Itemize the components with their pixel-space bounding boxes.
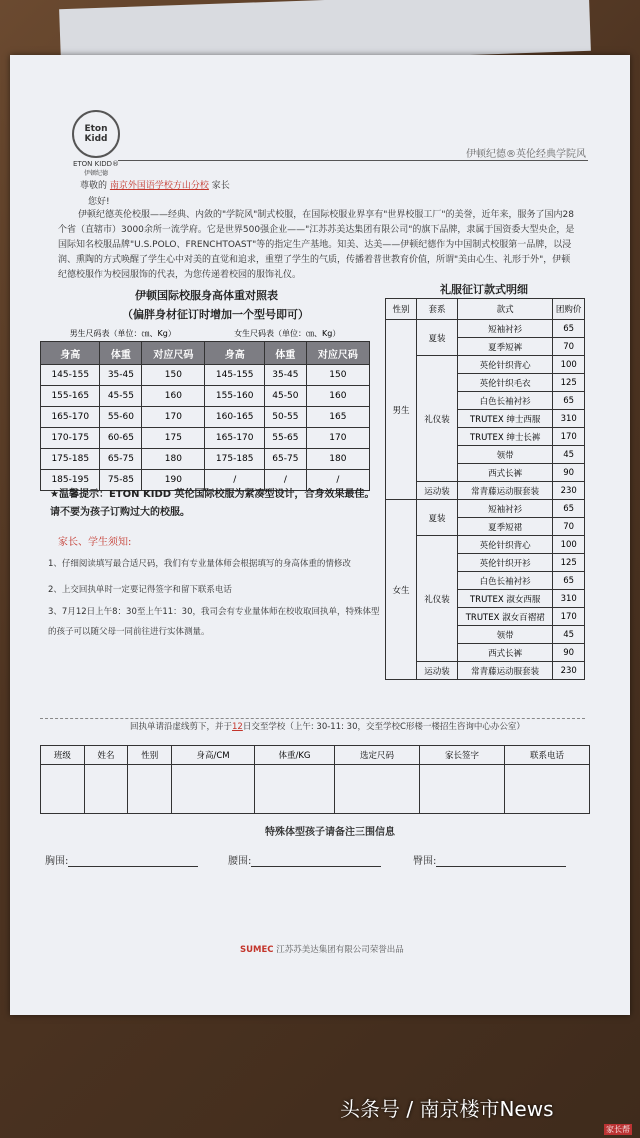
table-row: TRUTEX 淑女西服 310 — [386, 590, 585, 608]
table-row: 165-170 55-60 170 160-165 50-55 165 — [41, 407, 370, 428]
notice-item-2: 2、上交回执单时一定要记得签字和留下联系电话 — [48, 585, 232, 595]
warm-tip: ★温馨提示：ETON KIDD 英伦国际校服为紧凑型设计，合身效果最佳。请不要为孩子订购过大的校服。 — [50, 489, 375, 518]
gender-male: 男生 — [386, 320, 417, 500]
cut-line — [40, 718, 585, 719]
table-row: 运动装 常青藤运动服套装 230 — [386, 662, 585, 680]
header-size: 选定尺码 — [335, 746, 420, 765]
series-formal: 礼仪装 — [417, 356, 458, 482]
table-row: 170-175 60-65 175 165-170 55-65 170 — [41, 428, 370, 449]
header-tagline: 伊顿纪德®英伦经典学院风 — [466, 149, 586, 160]
detail-table — [385, 298, 585, 680]
series-summer: 夏装 — [417, 320, 458, 356]
table-row: TRUTEX 绅士西服 310 — [386, 410, 585, 428]
gender-female: 女生 — [386, 500, 417, 680]
sumec-logo: SUMEC — [240, 945, 274, 955]
eton-kidd-logo — [66, 110, 126, 177]
table-row: 西式长裤 90 — [386, 644, 585, 662]
header-height: 身高/CM — [172, 746, 255, 765]
special-title: 特殊体型孩子请备注三围信息 — [265, 827, 395, 838]
hello: 您好! — [88, 197, 110, 207]
size-chart-table — [40, 325, 370, 491]
header-gender: 性别 — [128, 746, 172, 765]
table-row: 西式长裤 90 — [386, 464, 585, 482]
table-row: 英伦针织开衫 125 — [386, 554, 585, 572]
header-class: 班级 — [41, 746, 85, 765]
table-row: 礼仪装 英伦针织背心 100 — [386, 356, 585, 374]
greeting-line: 尊敬的 南京外国语学校方山分校 家长 — [80, 181, 230, 191]
header-series: 套系 — [417, 299, 458, 320]
return-instructions: 回执单请沿虚线剪下，并于12日交至学校（上午: 30-11: 30，交至学校C形楼一楼招生咨询中心办公室） — [130, 722, 525, 732]
table-row: 男生 夏装 短袖衬衫 65 — [386, 320, 585, 338]
return-day: 12 — [232, 722, 243, 732]
watermark-small: 家长帮 — [606, 1125, 630, 1134]
table-row: 夏季短裙 70 — [386, 518, 585, 536]
table-row: 运动装 常青藤运动服套装 230 — [386, 482, 585, 500]
size-chart-subtitle: （偏胖身材征订时增加一个型号即可） — [122, 308, 309, 321]
notice-item-3: 3、7月12日上午8：30至上午11：30，我司会有专业量体师在校收取回执单，特殊体型的孩子可以随父母一同前往进行实体测量。 — [48, 607, 380, 637]
waist-field: 腰围: — [228, 852, 381, 867]
header-name: 姓名 — [84, 746, 128, 765]
header-phone: 联系电话 — [504, 746, 589, 765]
table-row: TRUTEX 淑女百褶裙 170 — [386, 608, 585, 626]
table-row: 白色长袖衬衫 65 — [386, 572, 585, 590]
return-form-table — [40, 745, 590, 814]
table-row: TRUTEX 绅士长裤 170 — [386, 428, 585, 446]
notice-item-1: 1、仔细阅读填写最合适尺码，我们有专业量体师会根据填写的身高体重的情修改 — [48, 559, 351, 569]
header-weight: 体重 — [100, 342, 142, 365]
table-row: 英伦针织毛衣 125 — [386, 374, 585, 392]
header-gender: 性别 — [386, 299, 417, 320]
series-sport: 运动装 — [417, 482, 458, 500]
letter-body: 伊顿纪德英伦校服——经典、内敛的"学院风"制式校服，在国际校服业界享有"世界校服工厂"的美誉，近年来，服务了国内28个省（直辖市）3000余所一流学府。它是世界500强企业——"江苏苏美达集团有限公司"的旗下品牌，隶属于国资委大型央企，是国际知名校服品牌"U.S.POLO、FRENCHTOAST"等的指定生产基地。知美、达美——伊顿纪德作为中国制式校服第一品牌，以浸润、熏陶的方式唤醒了学生心中对美的直觉和追求，重塑了学生的气质，传播着普世教育价值，所谓"美由心生、礼形于外"，伊顿纪德校服作为校园服饰的代表，为您传递着校园的服饰礼仪。 — [58, 210, 575, 280]
crest-icon: Eton Kidd — [72, 110, 120, 158]
header-price: 团购价 — [553, 299, 585, 320]
table-row: 礼仪装 英伦针织背心 100 — [386, 536, 585, 554]
male-caption: 男生尺码表（单位：㎝、Kg） — [69, 328, 176, 338]
table-row: 领带 45 — [386, 446, 585, 464]
size-chart-title: 伊顿国际校服身高体重对照表 — [135, 289, 278, 302]
table-row: 领带 45 — [386, 626, 585, 644]
hip-field: 臀围: — [413, 852, 566, 867]
header-weight: 体重/KG — [254, 746, 334, 765]
series-sport: 运动装 — [417, 662, 458, 680]
table-row: 175-185 65-75 180 175-185 65-75 180 — [41, 449, 370, 470]
header-height: 身高 — [41, 342, 100, 365]
chest-field: 胸围: — [45, 852, 198, 867]
table-row: 185-195 75-85 190 / / / — [41, 470, 370, 491]
notice-title: 家长、学生须知: — [58, 537, 132, 548]
table-row: 白色长袖衬衫 65 — [386, 392, 585, 410]
table-row: 145-155 35-45 150 145-155 35-45 150 — [41, 365, 370, 386]
footer: SUMEC 江苏苏美达集团有限公司荣誉出品 — [240, 945, 404, 955]
logo-brand-cn: 伊顿纪德 — [83, 170, 108, 177]
header-size: 对应尺码 — [142, 342, 205, 365]
table-row: 夏季短裤 70 — [386, 338, 585, 356]
detail-title: 礼服征订款式明细 — [440, 283, 528, 296]
header-signature: 家长签字 — [420, 746, 505, 765]
table-row: 155-165 45-55 160 155-160 45-50 160 — [41, 386, 370, 407]
watermark: 头条号 / 南京楼市News — [340, 1097, 554, 1121]
logo-brand: ETON KIDD® — [72, 160, 120, 168]
blank-entry-row — [41, 765, 590, 814]
female-caption: 女生尺码表（单位：㎝、Kg） — [234, 328, 341, 338]
header-divider — [118, 160, 588, 161]
series-formal: 礼仪装 — [417, 536, 458, 662]
school-name: 南京外国语学校方山分校 — [109, 181, 209, 191]
header-weight: 体重 — [264, 342, 306, 365]
header-size: 对应尺码 — [306, 342, 369, 365]
table-row: 女生 夏装 短袖衬衫 65 — [386, 500, 585, 518]
header-height: 身高 — [205, 342, 264, 365]
header-style: 款式 — [458, 299, 553, 320]
series-summer: 夏装 — [417, 500, 458, 536]
